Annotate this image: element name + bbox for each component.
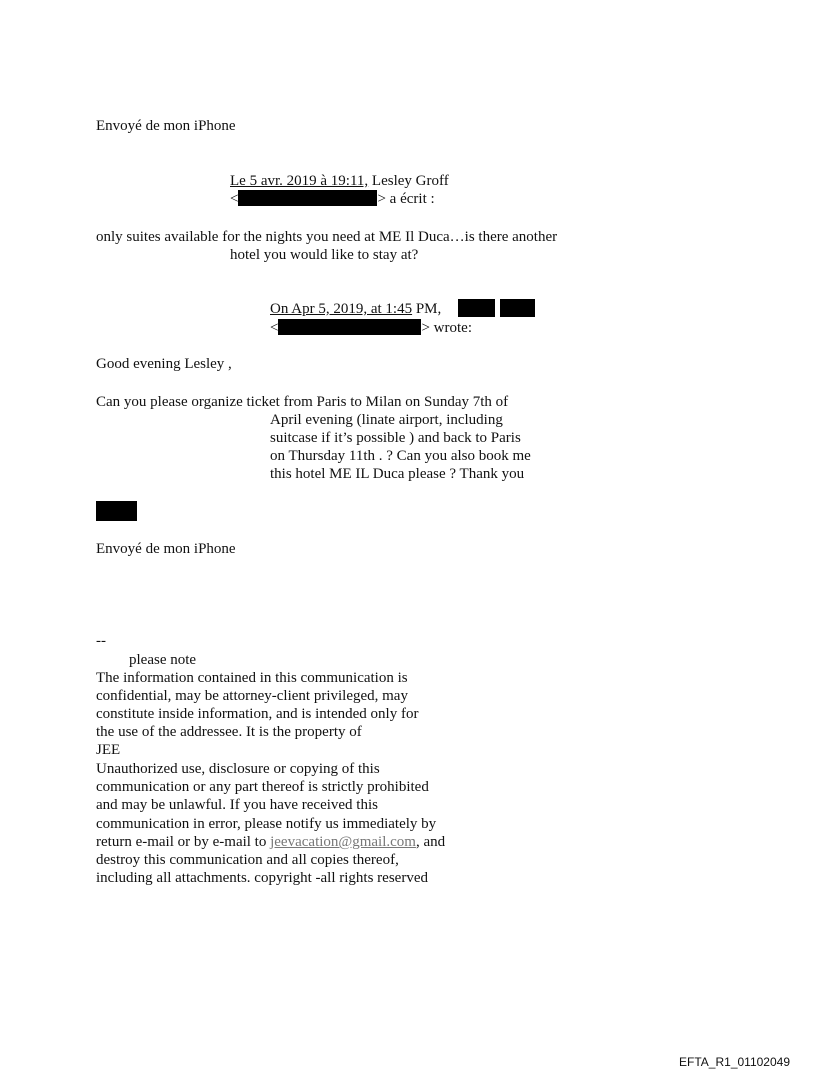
original-header-line2 [270, 319, 472, 337]
bracket-open: < [230, 191, 239, 207]
original-body-line: April evening (linate airport, including [270, 412, 503, 428]
reply-wrote-label: > a écrit : [377, 191, 435, 207]
sent-from-signature: Envoyé de mon iPhone [96, 118, 236, 134]
reply-header-line2 [230, 190, 435, 208]
redaction-box [238, 190, 377, 206]
disclaimer-line: constitute inside information, and is intended only for [96, 706, 419, 722]
original-body-line: Can you please organize ticket from Paris to Milan on Sunday 7th of [96, 394, 509, 410]
disclaimer-line [96, 833, 445, 851]
disclaimer-line: destroy this communication and all copies thereof, [96, 852, 399, 868]
disclaimer-text: , and [415, 834, 446, 850]
original-header-line1 [270, 300, 441, 318]
disclaimer-line: and may be unlawful. If you have received this [96, 797, 378, 813]
disclaimer-line: confidential, may be attorney-client privileged, may [96, 688, 408, 704]
reply-sender: Lesley Groff [368, 173, 449, 189]
document-id: EFTA_R1_01102049 [679, 1055, 790, 1069]
disclaimer-line: the use of the addressee. It is the property of [96, 724, 362, 740]
original-body-line: this hotel ME IL Duca please ? Thank you [270, 466, 525, 482]
greeting: Good evening Lesley , [96, 356, 232, 372]
reply-body-line: only suites available for the nights you need at ME Il Duca…is there another [96, 229, 558, 245]
original-body-line: suitcase if it’s possible ) and back to Paris [270, 430, 521, 446]
disclaimer-line: communication in error, please notify us immediately by [96, 816, 437, 832]
original-wrote-label: > wrote: [421, 320, 472, 336]
disclaimer-line: communication or any part thereof is strictly prohibited [96, 779, 429, 795]
disclaimer-line: The information contained in this communication is [96, 670, 408, 686]
please-note-label: please note [129, 652, 197, 668]
sent-from-signature: Envoyé de mon iPhone [96, 541, 236, 557]
redaction-box [500, 299, 535, 317]
disclaimer-line: including all attachments. copyright -all rights reserved [96, 870, 428, 886]
redaction-box [96, 501, 137, 521]
signature-separator: -- [96, 633, 106, 649]
reply-header-line1 [230, 172, 449, 190]
original-body-line: on Thursday 11th . ? Can you also book me [270, 448, 531, 464]
disclaimer-text: return e-mail or by e-mail to [96, 834, 271, 850]
redaction-box [278, 319, 421, 335]
reply-date: Le 5 avr. 2019 à 19:11, [230, 173, 369, 189]
original-date: On Apr 5, 2019, at 1:45 [270, 301, 413, 317]
email-link[interactable]: jeevacation@gmail.com [270, 834, 416, 850]
redaction-box [458, 299, 495, 317]
original-time-suffix: PM, [412, 301, 442, 317]
disclaimer-line: JEE [96, 742, 121, 758]
disclaimer-line: Unauthorized use, disclosure or copying of this [96, 761, 380, 777]
bracket-open: < [270, 320, 279, 336]
reply-body-line: hotel you would like to stay at? [230, 247, 419, 263]
